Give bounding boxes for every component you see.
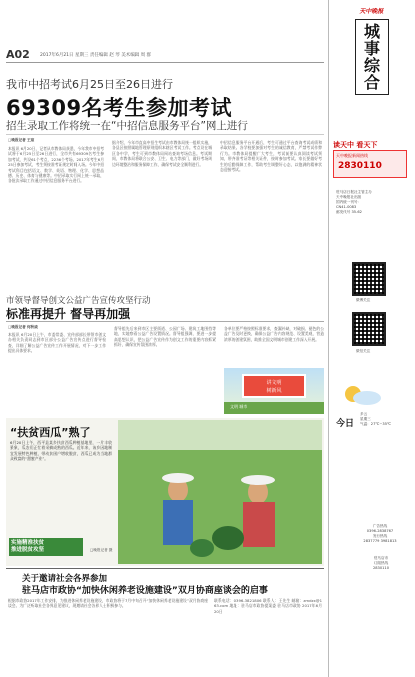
contact-line: 驻马店市 — [373, 556, 389, 560]
notice-kicker: 关于邀请社会各界参加 — [22, 574, 108, 584]
story2-column: 督导组先后来到市区主要街道、公园广场、建筑工地围挡等地，实地察看公益广告设置情况。督导组强调，要进一步提高思想认识，把公益广告宣传作为创文工作的重要内容抓紧抓好，确保宣传氛围浓厚。 — [114, 326, 216, 348]
section-title-box — [355, 19, 389, 95]
billboard-line: 讲文明 — [266, 380, 282, 386]
column-divider — [328, 0, 329, 677]
story1-title-top: 我市中招考试6月25日至26日进行 — [6, 78, 173, 91]
story2-divider — [6, 321, 324, 322]
ad-line: 2837779 3981813 — [363, 539, 397, 543]
wechat-label: 微信关注 — [356, 349, 371, 353]
story2-column: 本报讯 6月20日上午，市委常委、宣传部部长带领市创文办相关负责同志到市区部分公益广告宣传点进行督导检查，详细了解公益广告宣传工作开展情况，对下一步工作提出具体要求。 — [8, 332, 106, 354]
story2-kicker: 市领导督导创文公益广告宣传攻坚行动 — [6, 296, 151, 306]
slogan-banner — [9, 538, 83, 556]
billboard-line: 树新风 — [266, 388, 282, 394]
weibo-label: 微博关注 — [356, 298, 371, 302]
story2-column: 各单位要严格按照标准要求，查漏补缺，对破损、褪色的公益广告及时更换，确保公益广告内容规范、设置美观，营造浓厚的创建氛围，助推全国文明城市创建工作深入开展。 — [224, 326, 324, 342]
weather-icon — [333, 380, 407, 410]
weather-info — [360, 412, 408, 427]
ad-info — [352, 524, 408, 544]
billboard — [242, 374, 306, 398]
story1-column: 本报讯 6月20日，记者从市教体局获悉，今年我市中招考试将于6月25日至26日进行，全市共有69309名考生参加考试，共设61个考点，2236个考场。2017年考生6月25日参加考试，考生须按准考证规定时间入场。今年中招考试科目包括语文、数学、英语、物理、化学、思想品德、历史、体育与健康等。中招录取实行网上统一录取，各批次录取工作通过中招信息服务平台进行。 — [8, 146, 104, 184]
org-line: 国内统一刊号： — [336, 200, 362, 204]
weather-line: 星期三 — [360, 417, 371, 421]
notice-divider — [6, 568, 324, 569]
page-number: A02 — [6, 48, 30, 61]
header-divider — [6, 62, 324, 63]
org-info — [336, 190, 406, 215]
farmers-image — [118, 420, 322, 564]
notice-headline: 驻马店市政协“加快休闲养老设施建设”双月协商座谈会的启事 — [22, 586, 268, 596]
weather-date: 今日 — [336, 419, 355, 429]
story1-headline: 69309名考生参加考试 — [6, 96, 233, 120]
logo-text: 天中晚报 — [359, 8, 385, 15]
photo-credit: □晚报记者 摄 — [90, 548, 113, 552]
ad-line: 广告热线 — [372, 524, 388, 528]
org-line: CN41-0083 — [336, 205, 357, 209]
story1-subtitle: 招生录取工作将统一在“中招信息服务平台”网上进行 — [6, 120, 248, 132]
story2-byline: □晚报记者 何秋威 — [8, 325, 38, 329]
hotline-number: 2830110 — [338, 161, 382, 171]
hotline-box — [333, 150, 407, 178]
notice-contact: 联系电话：0396-3821806 联系人：王先生 邮箱：zmdzx@163.com 地址：驻马店市政协提案委 驻马店市政协 2017年6月20日 — [214, 598, 322, 614]
weather-line: 气温：27℃~35℃ — [360, 422, 392, 426]
contact-info — [355, 556, 407, 571]
story2-headline: 标准再提升 督导再加强 — [6, 307, 131, 321]
weather-line: 多云 — [360, 412, 368, 416]
billboard-slogan: 文明 城市 — [230, 404, 248, 409]
photo-story-title: “扶贫西瓜”熟了 — [10, 426, 91, 439]
ad-line: 0396-2838767 — [366, 529, 394, 533]
wechat-qr-icon — [352, 312, 386, 346]
story1-column: 中招信息服务平台开通后，考生可通过平台查询考试成绩和录取结果。各学校要加强对考生的诚信教育，严禁考试作弊行为。市教体局提醒广大考生，考试前要认真阅读考试须知，带齐准考证等相关证件，按时参加考试。家长要做好考生的后勤保障工作，帮助考生调整好心态，以饱满的精神状态迎接考试。 — [220, 140, 322, 173]
contact-line: 2830110 — [372, 566, 389, 570]
hotline-label: 天中晚报新闻热线 — [336, 153, 368, 158]
org-line: 驻马店日报社主管主办 — [336, 190, 372, 194]
section-title: 城事综合 — [363, 22, 380, 92]
banner-line: 实施精准扶贫 — [11, 540, 45, 546]
story1-column: 据介绍，今年市直高中招生考试由市教体局统一组织实施，各县区按照属地管理原则组织本辖区考试工作。考点设在城区各中学，考生可到市教体局网站查询考场信息。考试期间，市教体局将联合公安、卫生、电力等部门，做好考场周边环境整治和服务保障工作，确保考试安全顺利进行。 — [112, 140, 212, 167]
story2-photo — [224, 368, 324, 414]
weibo-qr-icon — [352, 262, 386, 296]
story1-divider — [6, 134, 324, 135]
notice-body: 根据市政协2017年工作安排，为推进休闲养老设施建设，市政协将于7月中旬召开“加快休闲养老设施建设”双月协商座谈会。为广泛听取社会各界意见建议，现邀请社会各界人士积极参与。 — [8, 598, 208, 609]
reading-slogan: 读天中 看天下 — [333, 141, 378, 149]
ad-line: 发行热线 — [372, 534, 388, 538]
banner-line: 推进脱贫攻坚 — [11, 547, 45, 553]
weather-illustration — [333, 380, 407, 410]
org-line: 邮发代号 35-62 — [336, 210, 362, 214]
org-line: 天中晚报社出版 — [336, 195, 362, 199]
header-info: 2017年6月21日 星期三 责任编辑 赵 琴 美术编辑 周 群 — [40, 53, 152, 58]
masthead — [345, 6, 399, 92]
photo-story-caption: 6月20日上午，西平县某乡扶贫西瓜种植基地里，一片丰收景象，瓜农们正忙着采摘成熟的西瓜。近年来，该乡因地制宜发展特色种植，带动贫困户增收脱贫，西瓜已成为当地群众致富的“甜蜜产业”。 — [10, 440, 112, 462]
watermelon-photo — [118, 420, 322, 564]
story1-byline: □晚报记者 王琼 — [8, 138, 35, 142]
contact-line: 订阅热线 — [373, 561, 389, 565]
